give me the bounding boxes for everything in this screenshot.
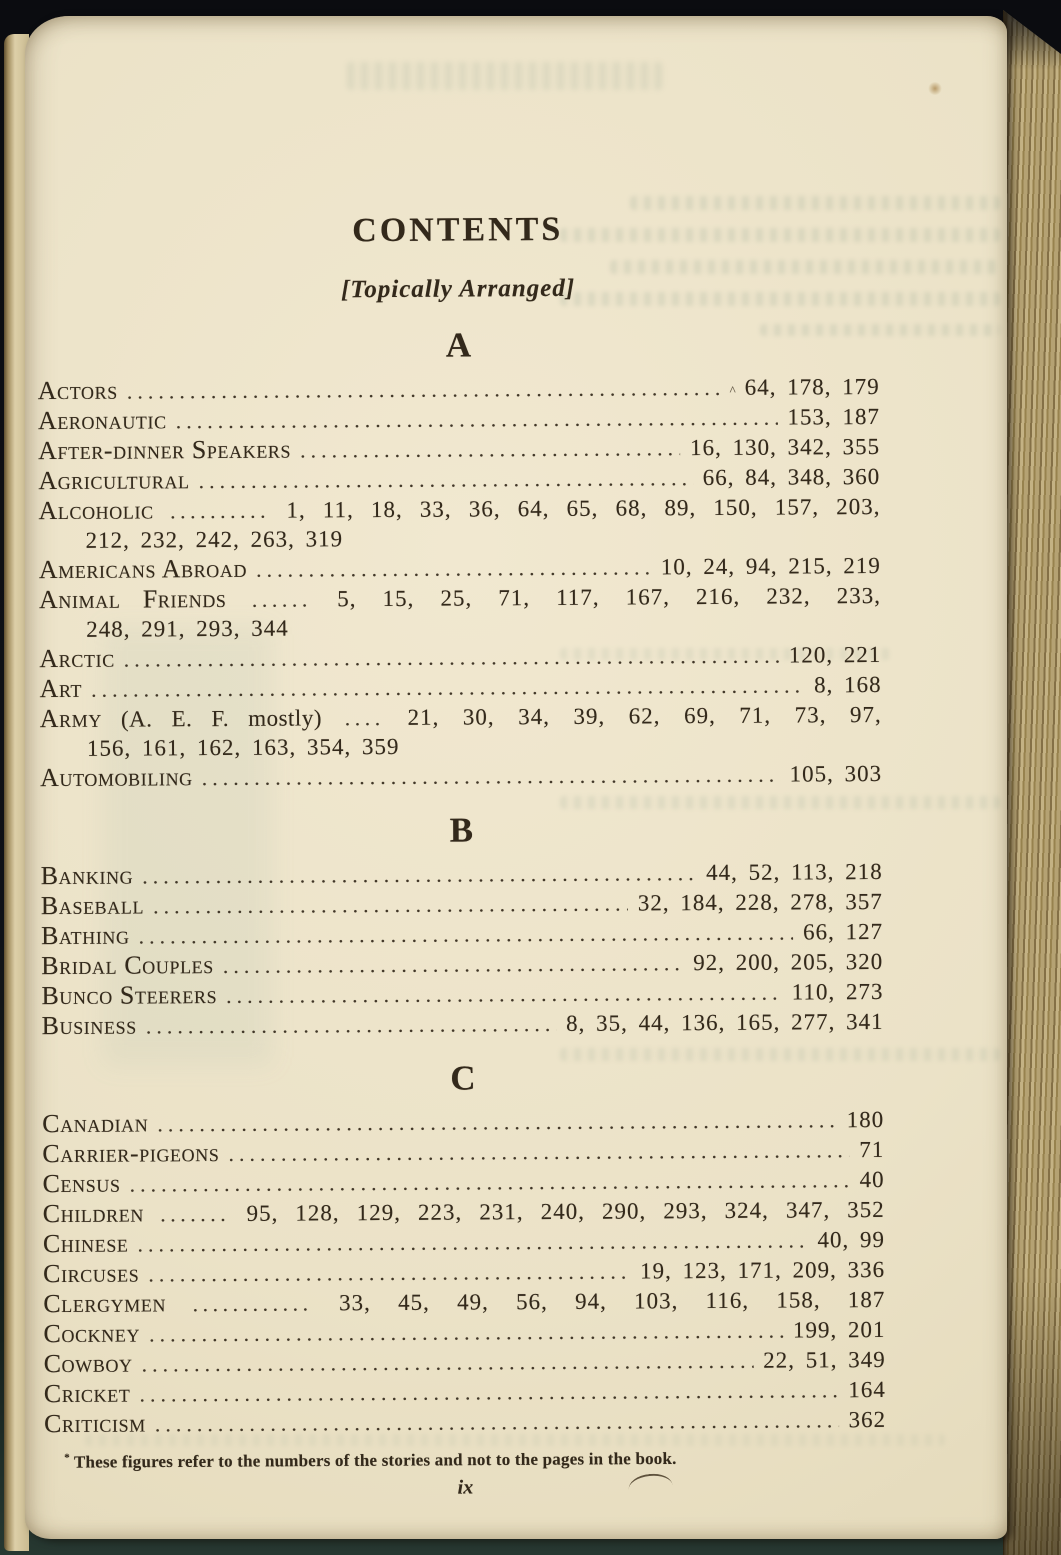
dot-leader xyxy=(228,1135,849,1168)
section-entries xyxy=(42,1104,886,1439)
entry-pages: 120, 221 xyxy=(788,641,882,668)
dot-leader xyxy=(142,858,696,890)
dot-leader xyxy=(226,978,782,1010)
entry-label: Circuses xyxy=(43,1258,140,1289)
toc-entry xyxy=(42,1104,884,1139)
book-page xyxy=(25,16,1007,1539)
toc-entry xyxy=(38,371,880,406)
toc-entry xyxy=(43,1314,885,1349)
dot-leader xyxy=(124,641,779,674)
entry-label: Bridal Couples xyxy=(41,950,214,981)
entry-pages: 1, 11, 18, 33, 36, 64, 65, 68, 89, 150, 157, 203, xyxy=(286,493,881,523)
entry-first-line xyxy=(38,491,880,526)
toc-entry xyxy=(41,886,883,921)
dot-leader xyxy=(256,552,651,583)
entry-pages: 40, 99 xyxy=(817,1226,885,1253)
page-title: CONTENTS xyxy=(352,210,564,250)
toc-entry xyxy=(39,639,881,674)
entry-pages: 44, 52, 113, 218 xyxy=(705,858,883,886)
entry-pages: 362 xyxy=(848,1406,887,1433)
entry-pages: 19, 123, 171, 209, 336 xyxy=(640,1256,886,1284)
toc-entry xyxy=(44,1404,886,1439)
dot-leader xyxy=(149,1316,783,1349)
dot-leader xyxy=(146,1009,556,1041)
entry-pages: 153, 187 xyxy=(787,403,880,430)
dot-leader xyxy=(139,918,794,951)
dot-leader xyxy=(300,433,680,464)
footnote-text: These figures refer to the numbers of the stories and not to the pages in the book. xyxy=(73,1448,677,1472)
dot-leader xyxy=(148,1257,630,1289)
dot-leader xyxy=(202,760,780,793)
foxing-stain xyxy=(928,82,942,95)
footnote xyxy=(44,1442,886,1474)
entry-label: Canadian xyxy=(42,1108,149,1139)
entry-label: Chinese xyxy=(42,1228,129,1259)
entry-label: Cockney xyxy=(43,1318,141,1349)
entry-pages: 10, 24, 94, 215, 219 xyxy=(660,552,881,580)
toc-entry xyxy=(41,916,883,951)
dot-leader: ....... xyxy=(143,1200,247,1227)
toc-entry xyxy=(41,976,883,1011)
dot-leader xyxy=(142,1346,754,1379)
toc-entry xyxy=(43,1194,885,1229)
dot-leader xyxy=(157,1105,837,1138)
entry-label: Agricultural xyxy=(38,465,190,496)
entry-label: Business xyxy=(41,1010,137,1041)
contents-sections xyxy=(37,323,886,1439)
entry-label: Banking xyxy=(40,860,134,891)
section-heading-b: B xyxy=(449,810,474,850)
entry-pages-continued: 212, 232, 242, 263, 319 xyxy=(85,526,344,553)
dot-leader xyxy=(137,1225,807,1258)
entry-label: Americans Abroad xyxy=(38,553,248,585)
entry-label: Baseball xyxy=(40,890,145,921)
printed-content xyxy=(35,11,886,1502)
entry-pages-continued: 156, 161, 162, 163, 354, 359 xyxy=(86,733,400,761)
entry-label: Cricket xyxy=(43,1378,131,1409)
entry-label: Army xyxy=(39,703,103,734)
toc-entry xyxy=(44,1374,886,1409)
toc-entry xyxy=(38,491,880,555)
toc-entry xyxy=(42,1134,884,1169)
dot-leader xyxy=(127,373,724,406)
toc-entry xyxy=(43,1224,885,1259)
entry-pages: 92, 200, 205, 320 xyxy=(693,948,884,976)
dot-leader xyxy=(155,1405,839,1438)
entry-pages: 21, 30, 34, 39, 62, 69, 71, 73, 97, xyxy=(407,701,882,730)
entry-pages: 22, 51, 349 xyxy=(763,1346,886,1373)
dot-leader xyxy=(91,670,804,703)
entry-pages: 8, 168 xyxy=(813,671,882,698)
entry-pages: 95, 128, 129, 223, 231, 240, 290, 293, 324, 347, 352 xyxy=(246,1196,885,1226)
entry-pages: 66, 84, 348, 360 xyxy=(702,463,881,491)
entry-label: Actors xyxy=(37,375,118,406)
toc-entry xyxy=(40,758,882,793)
entry-first-line xyxy=(43,1194,885,1229)
toc-entry xyxy=(42,1006,884,1041)
toc-entry xyxy=(39,580,881,644)
entry-label: Carrier-pigeons xyxy=(42,1138,220,1169)
entry-first-line xyxy=(39,580,881,615)
dot-leader: ...... xyxy=(226,586,338,612)
dot-leader: ............ xyxy=(165,1290,340,1317)
section-heading-a: A xyxy=(445,325,472,365)
entry-first-line xyxy=(40,699,882,734)
entry-pages: 40 xyxy=(859,1166,885,1193)
entry-label-suffix: (A. E. F. mostly) xyxy=(101,705,323,732)
entry-pages: 66, 127 xyxy=(802,918,884,945)
entry-label: Animal Friends xyxy=(38,583,227,615)
entry-first-line xyxy=(43,1284,885,1319)
entry-pages: 199, 201 xyxy=(792,1316,886,1343)
page-number-folio: ix xyxy=(457,1476,474,1499)
dot-leader: .... xyxy=(321,704,408,731)
entry-pages: 105, 303 xyxy=(789,760,883,787)
section-entries xyxy=(38,371,883,793)
toc-entry xyxy=(40,699,882,763)
entry-label: Bunco Steerers xyxy=(41,980,218,1011)
entry-pages: 8, 35, 44, 136, 165, 277, 341 xyxy=(566,1008,884,1036)
dot-leader xyxy=(199,463,693,495)
toc-entry xyxy=(38,431,880,466)
entry-label: After-dinner Speakers xyxy=(38,434,292,466)
dot-leader xyxy=(176,403,778,436)
entry-pages: 64, 178, 179 xyxy=(744,373,880,400)
dot-leader xyxy=(223,948,684,980)
section-entries xyxy=(41,856,884,1041)
toc-entry xyxy=(38,401,880,436)
entry-pages: 164 xyxy=(848,1376,886,1403)
entry-label: Art xyxy=(39,673,83,704)
dot-leader xyxy=(129,1165,849,1198)
entry-label: Criticism xyxy=(43,1408,146,1439)
entry-pages-continued: 248, 291, 293, 344 xyxy=(86,615,289,642)
entry-label: Arctic xyxy=(39,643,115,674)
toc-entry xyxy=(41,856,883,891)
entry-label: Census xyxy=(42,1168,121,1199)
entry-label: Cowboy xyxy=(43,1348,133,1379)
entry-pages: 5, 15, 25, 71, 117, 167, 216, 232, 233, xyxy=(337,582,882,612)
entry-pages: 71 xyxy=(859,1136,885,1163)
entry-pages: 32, 184, 228, 278, 357 xyxy=(637,888,883,916)
entry-label: Automobiling xyxy=(39,762,193,793)
entry-label: Bathing xyxy=(40,920,130,951)
entry-label: Aeronautic xyxy=(37,405,167,436)
dot-leader: .......... xyxy=(153,497,287,524)
dot-leader xyxy=(139,1375,838,1408)
page-subtitle: [Topically Arranged] xyxy=(340,274,576,304)
footnote-marker: * xyxy=(64,1451,70,1464)
entry-pages: 16, 130, 342, 355 xyxy=(690,433,881,461)
page-stack-edge xyxy=(1003,0,1061,1555)
dot-leader xyxy=(153,889,628,921)
toc-entry xyxy=(43,1284,885,1319)
section-heading-c: C xyxy=(450,1058,476,1098)
entry-label: Clergymen xyxy=(43,1288,167,1319)
entry-pages: 110, 273 xyxy=(791,978,884,1005)
entry-pages: 180 xyxy=(846,1106,885,1133)
entry-label: Children xyxy=(42,1198,144,1229)
toc-entry xyxy=(41,946,883,981)
entry-pages: 33, 45, 49, 56, 94, 103, 116, 158, 187 xyxy=(339,1286,886,1316)
entry-label: Alcoholic xyxy=(38,495,154,526)
